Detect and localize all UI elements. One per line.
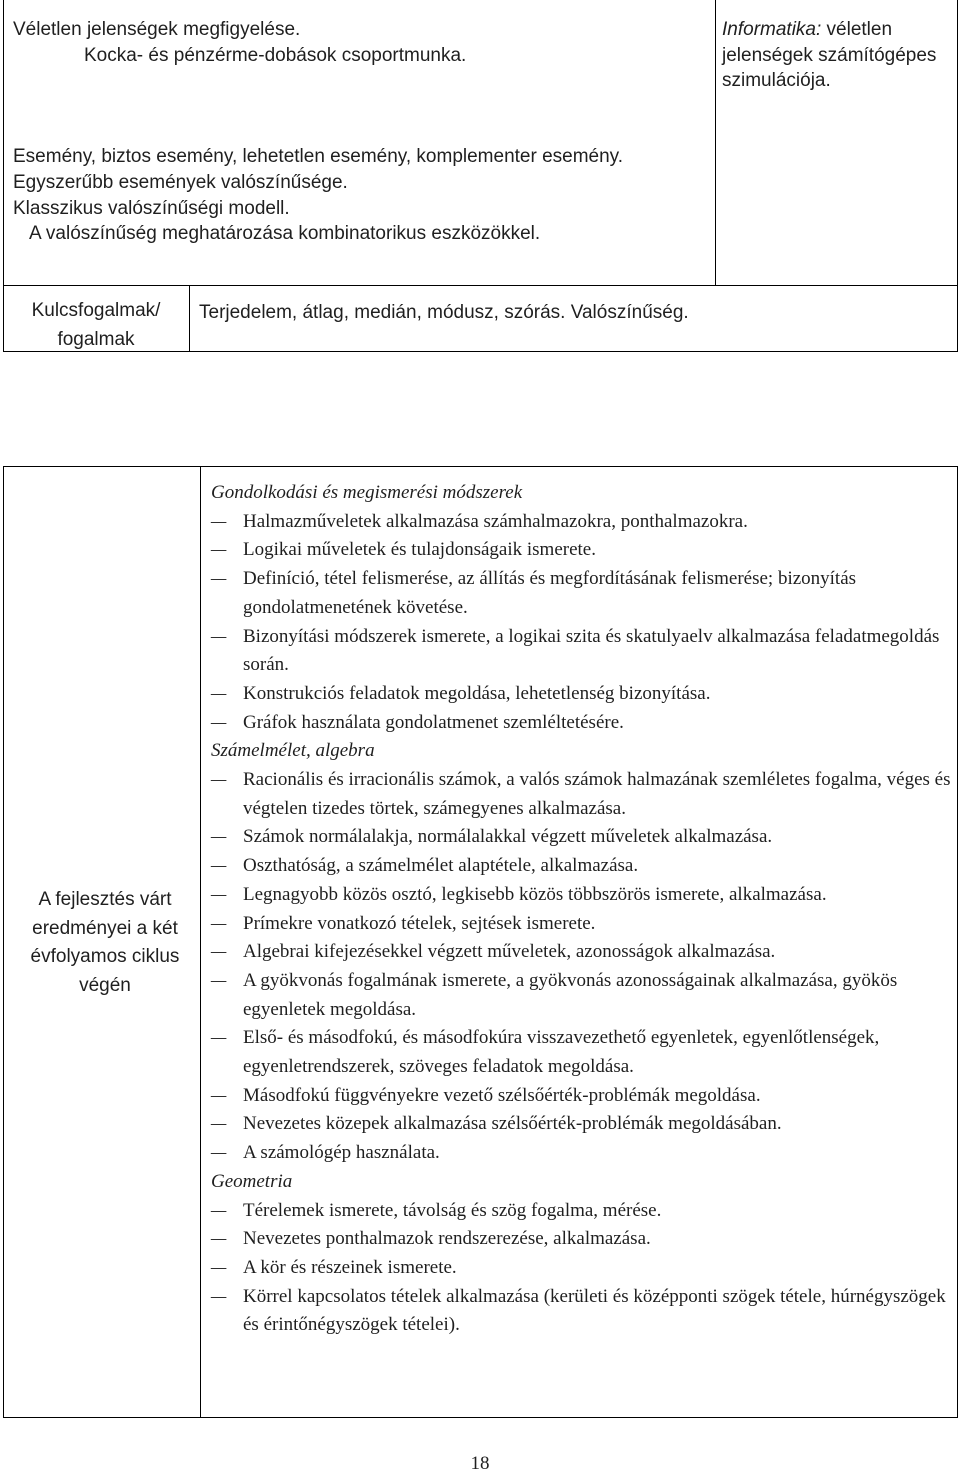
concepts-text <box>13 144 653 247</box>
list-item: – Halmazműveletek alkalmazása számhalmazokra, ponthalmazokra. <box>211 508 951 537</box>
concept-line: Esemény, biztos esemény, lehetetlen esemény, komplementer esemény. <box>13 146 624 167</box>
column-divider <box>189 285 190 351</box>
list-item: – Térelemek ismerete, távolság és szög fogalma, mérése. <box>211 1197 951 1226</box>
row-divider <box>4 285 957 286</box>
activity-line: Véletlen jelenségek megfigyelése. <box>13 19 301 40</box>
section-title: Gondolkodási és megismerési módszerek <box>211 482 523 503</box>
section-title: Geometria <box>211 1170 293 1192</box>
list-item: – A számológép használata. <box>211 1139 951 1168</box>
concept-line: A valószínűség meghatározása kombinatorikus eszközökkel. <box>29 223 541 245</box>
informatika-text: véletlen jelenségek számítógépes szimulációja. <box>722 19 937 91</box>
informatika-label: Informatika: <box>722 19 822 40</box>
column-divider <box>200 467 201 1417</box>
concept-line: Klasszikus valószínűségi modell. <box>13 197 290 219</box>
section-list <box>211 1197 951 1341</box>
list-item: – Logikai műveletek és tulajdonságaik ismerete. <box>211 536 951 565</box>
key-concepts-label-line2: fogalmak <box>57 329 135 350</box>
expected-results-label: A fejlesztés várt eredményei a két évfolyamos ciklus végén <box>30 889 180 996</box>
activities-text <box>13 17 703 69</box>
list-item: – Bizonyítási módszerek ismerete, a logikai szita és skatulyaelv alkalmazása feladatmegoldás során. <box>211 623 951 680</box>
page-number: 18 <box>470 1453 490 1474</box>
list-item: – Prímekre vonatkozó tételek, sejtések ismerete. <box>211 910 951 939</box>
activity-line: Kocka- és pénzérme-dobások csoportmunka. <box>84 44 467 66</box>
concept-line: Egyszerűbb események valószínűsége. <box>13 171 348 193</box>
list-item: – Algebrai kifejezésekkel végzett műveletek, azonosságok alkalmazása. <box>211 938 951 967</box>
column-divider <box>715 0 716 286</box>
list-item: – Első- és másodfokú, és másodfokúra visszavezethető egyenletek, egyenlőtlenségek, egyenletrendszerek, szöveges feladatok megoldása. <box>211 1024 951 1081</box>
section-title: Számelmélet, algebra <box>211 740 375 762</box>
list-item: – Gráfok használata gondolatmenet szemléltetésére. <box>211 709 951 738</box>
list-item: – Nevezetes közepek alkalmazása szélsőérték-problémák megoldásában. <box>211 1110 951 1139</box>
key-concepts-label-line1: Kulcsfogalmak/ <box>31 300 161 321</box>
list-item: – Nevezetes ponthalmazok rendszerezése, alkalmazása. <box>211 1225 951 1254</box>
list-item: – Legnagyobb közös osztó, legkisebb közös többszörös ismerete, alkalmazása. <box>211 881 951 910</box>
list-item: – Konstrukciós feladatok megoldása, lehetetlenség bizonyítása. <box>211 680 951 709</box>
list-item: – Körrel kapcsolatos tételek alkalmazása (kerületi és középponti szögek tétele, húrnégyszögek és érintőnégyszögek tételei). <box>211 1283 951 1340</box>
list-item: – Számok normálalakja, normálalakkal végzett műveletek alkalmazása. <box>211 823 951 852</box>
informatika-connection <box>722 17 952 94</box>
list-item: – A kör és részeinek ismerete. <box>211 1254 951 1283</box>
expected-results-content <box>211 479 951 1340</box>
key-concepts-value: Terjedelem, átlag, medián, módusz, szórás. Valószínűség. <box>199 302 689 323</box>
key-concepts-label <box>4 296 188 354</box>
list-item: – Definíció, tétel felismerése, az állítás és megfordításának felismerése; bizonyítás gondolatmenetének követése. <box>211 565 951 622</box>
section-list <box>211 508 951 738</box>
list-item: – Oszthatóság, a számelmélet alaptétele, alkalmazása. <box>211 852 951 881</box>
list-item: – A gyökvonás fogalmának ismerete, a gyökvonás azonosságainak alkalmazása, gyökös egyenletek megoldása. <box>211 967 951 1024</box>
list-item: – Másodfokú függvényekre vezető szélsőérték-problémák megoldása. <box>211 1082 951 1111</box>
list-item: – Racionális és irracionális számok, a valós számok halmazának szemléletes fogalma, véges és végtelen tizedes törtek, számegyenes alkalmazása. <box>211 766 951 823</box>
section-list <box>211 766 951 1168</box>
